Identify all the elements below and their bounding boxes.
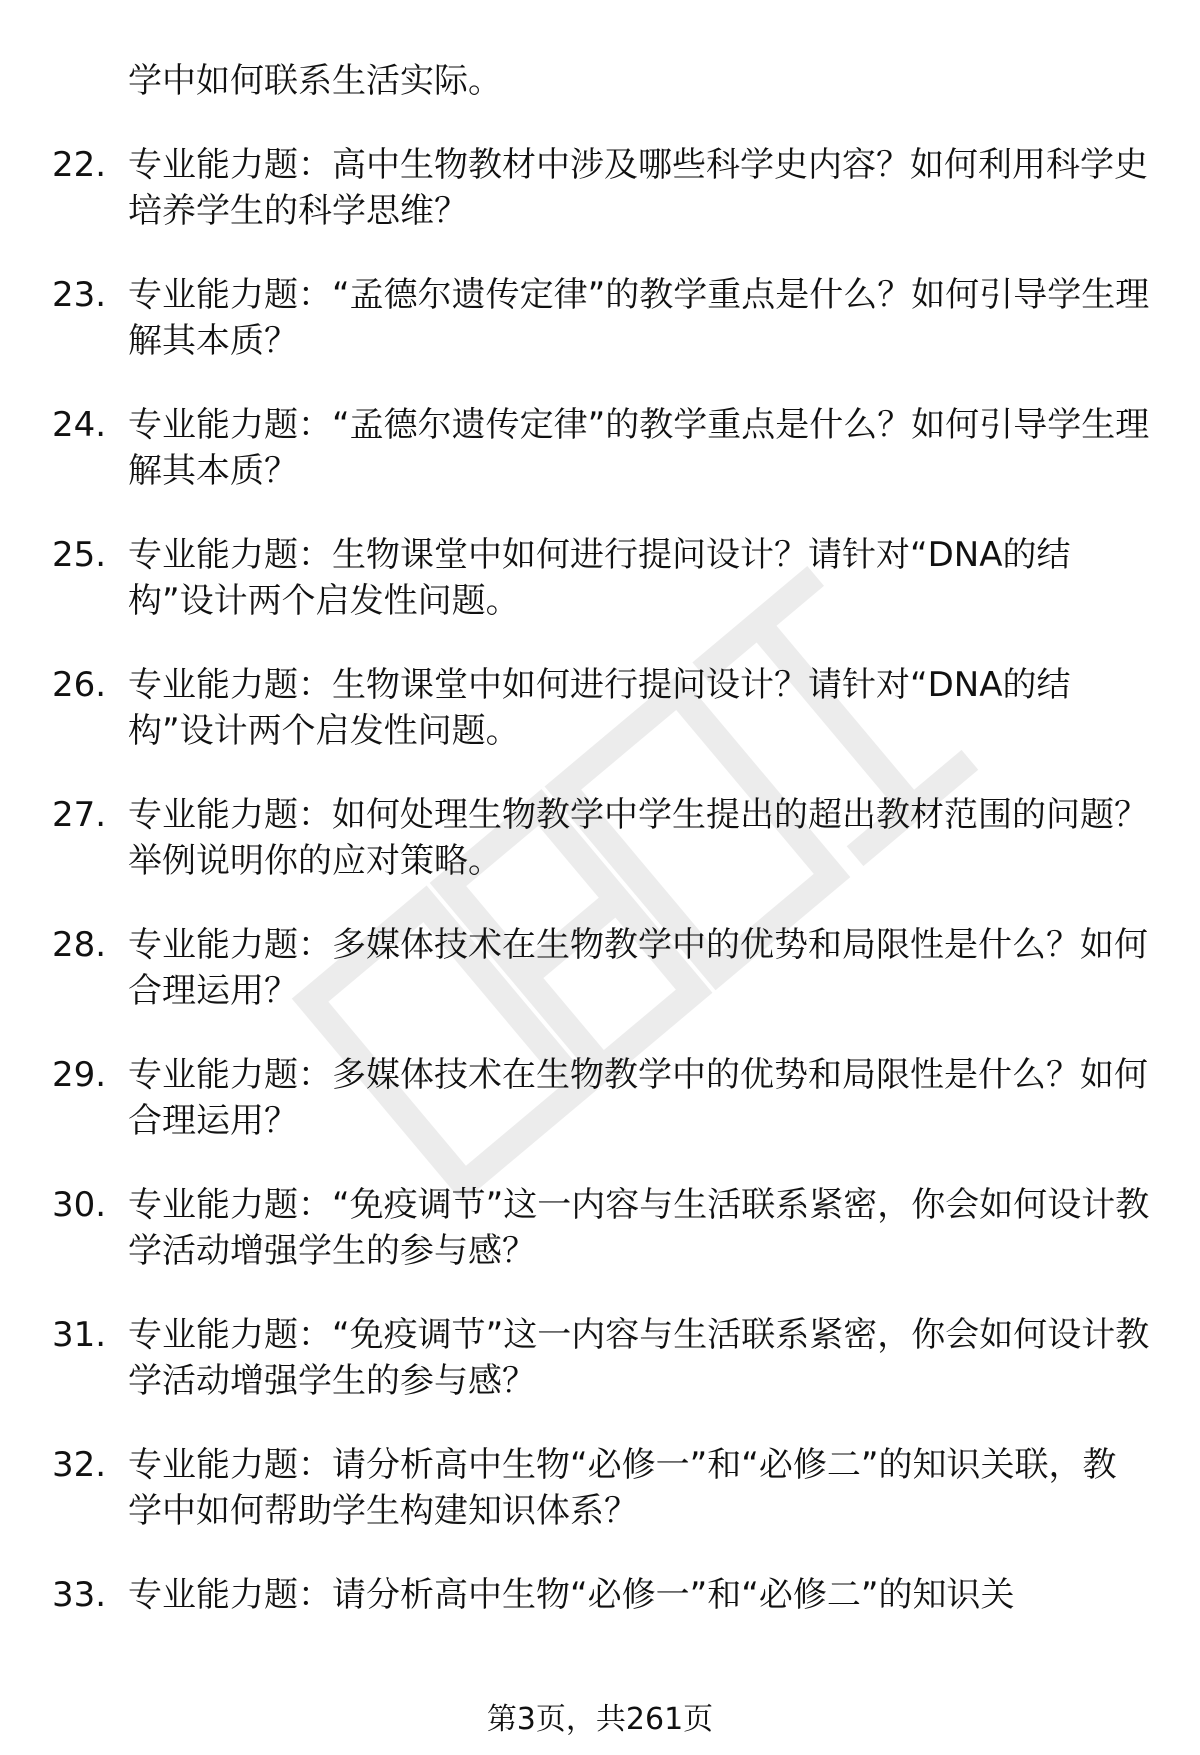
item-number: 26. <box>52 665 107 705</box>
list-item <box>52 662 1152 754</box>
list-item <box>52 1442 1152 1534</box>
item-number: 31. <box>52 1315 107 1355</box>
item-number: 33. <box>52 1575 107 1615</box>
item-text: 专业能力题：“孟德尔遗传定律”的教学重点是什么？如何引导学生理解其本质？ <box>128 275 1150 361</box>
item-number: 32. <box>52 1445 107 1485</box>
list-item <box>52 1312 1152 1404</box>
item-text: 学中如何联系生活实际。 <box>128 61 502 101</box>
item-number: 25. <box>52 535 107 575</box>
item-number: 23. <box>52 275 107 315</box>
item-text: 专业能力题：如何处理生物教学中学生提出的超出教材范围的问题？举例说明你的应对策略。 <box>128 795 1148 881</box>
list-item <box>52 142 1152 234</box>
item-number: 30. <box>52 1185 107 1225</box>
list-item <box>52 1572 1152 1618</box>
item-number: 28. <box>52 925 107 965</box>
item-text: 专业能力题：高中生物教材中涉及哪些科学史内容？如何利用科学史培养学生的科学思维？ <box>128 145 1148 231</box>
item-text: 专业能力题：多媒体技术在生物教学中的优势和局限性是什么？如何合理运用？ <box>128 925 1148 1011</box>
list-item <box>52 58 1152 104</box>
item-number: 27. <box>52 795 107 835</box>
list-item <box>52 922 1152 1014</box>
item-text: 专业能力题：“免疫调节”这一内容与生活联系紧密，你会如何设计教学活动增强学生的参与感？ <box>128 1315 1150 1401</box>
item-number: 22. <box>52 145 107 185</box>
item-text: 专业能力题：“免疫调节”这一内容与生活联系紧密，你会如何设计教学活动增强学生的参与感？ <box>128 1185 1150 1271</box>
list-item <box>52 532 1152 624</box>
list-item <box>52 272 1152 364</box>
question-list <box>52 58 1152 1656</box>
item-number: 29. <box>52 1055 107 1095</box>
item-number: 24. <box>52 405 107 445</box>
item-text: 专业能力题：多媒体技术在生物教学中的优势和局限性是什么？如何合理运用？ <box>128 1055 1148 1141</box>
list-item <box>52 1182 1152 1274</box>
list-item <box>52 792 1152 884</box>
item-text: 专业能力题：“孟德尔遗传定律”的教学重点是什么？如何引导学生理解其本质？ <box>128 405 1150 491</box>
item-text: 专业能力题：请分析高中生物“必修一”和“必修二”的知识关 <box>128 1575 1015 1615</box>
item-text: 专业能力题：请分析高中生物“必修一”和“必修二”的知识关联，教学中如何帮助学生构建知识体系？ <box>128 1445 1117 1531</box>
list-item <box>52 1052 1152 1144</box>
page-footer: 第3页，共261页 <box>486 1702 714 1737</box>
item-text: 专业能力题：生物课堂中如何进行提问设计？请针对“DNA的结构”设计两个启发性问题。 <box>128 665 1071 751</box>
list-item <box>52 402 1152 494</box>
item-text: 专业能力题：生物课堂中如何进行提问设计？请针对“DNA的结构”设计两个启发性问题。 <box>128 535 1071 621</box>
